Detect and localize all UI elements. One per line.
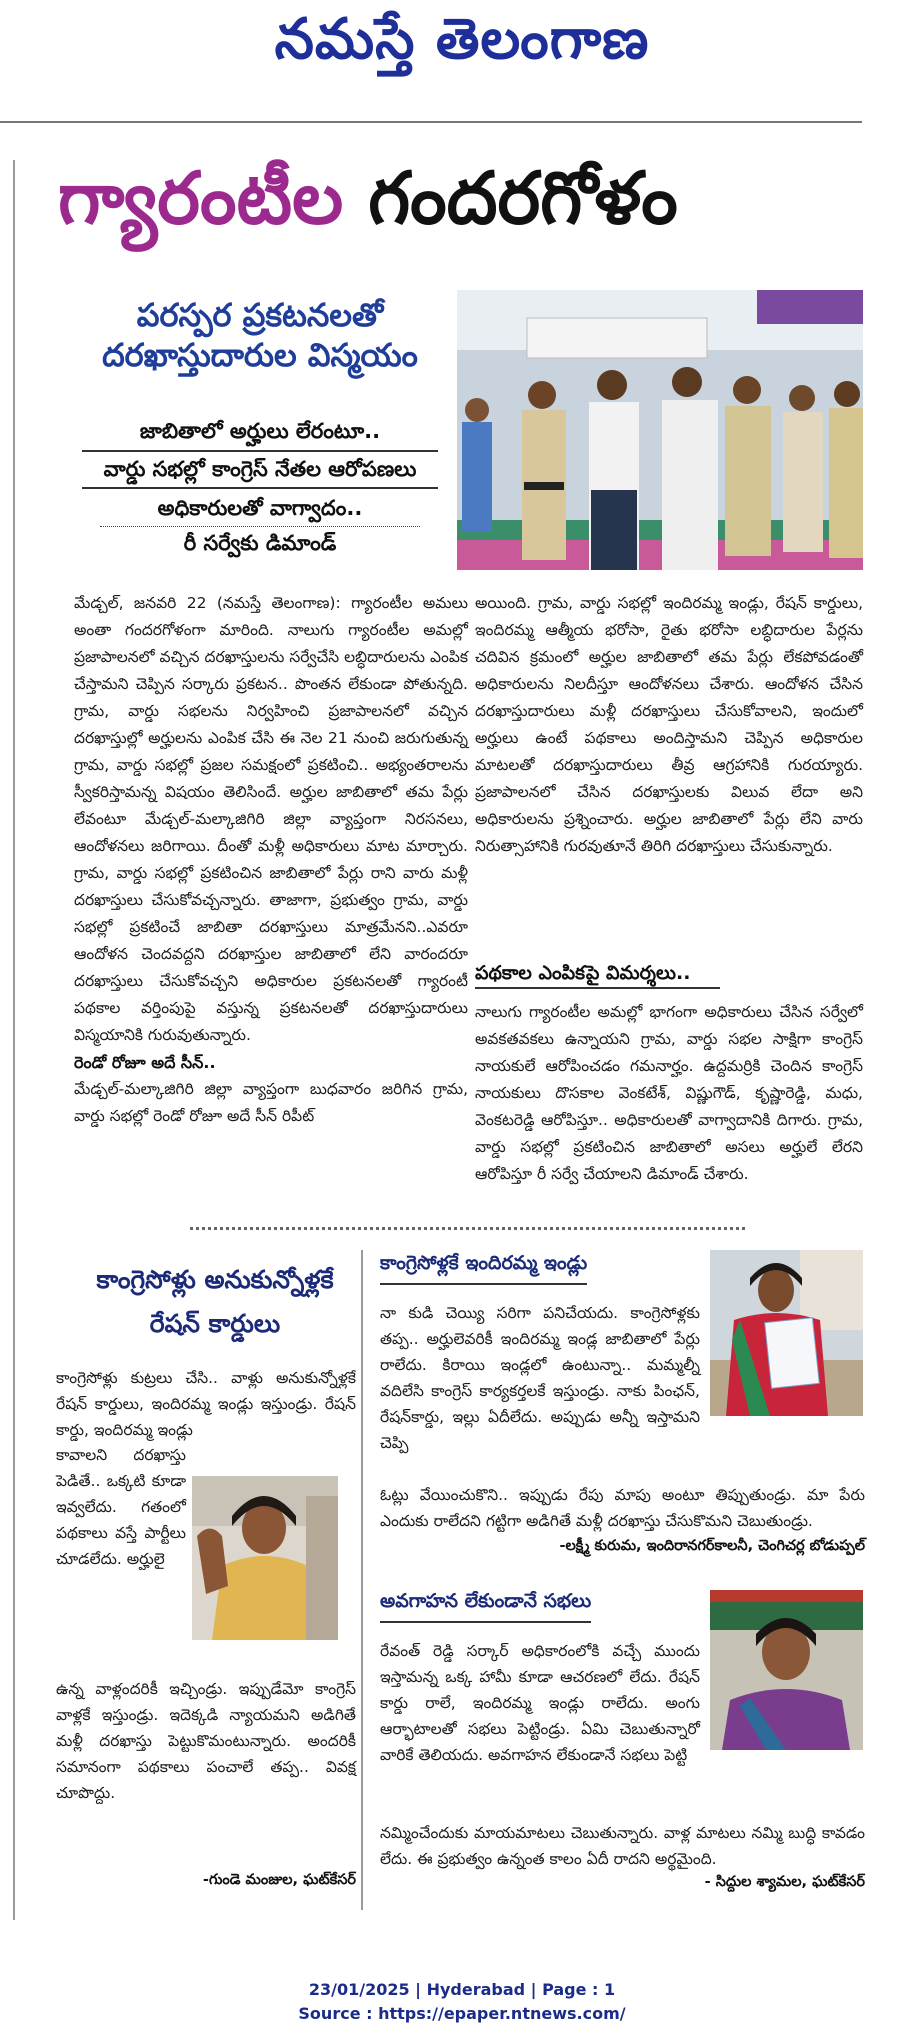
left-box-head2: రేషన్‌ కార్డులు — [149, 1308, 281, 1338]
officials-with-applicants-photo — [457, 290, 863, 570]
headline-part1: గ్యారంటీల — [58, 156, 344, 240]
deck-line2: వార్డు సభల్లో కాంగ్రెస్‌ నేతల ఆరోపణలు — [82, 452, 438, 490]
masthead-title: నమస్తే తెలంగాణ — [274, 6, 650, 72]
subheadline-line1: పరస్పర ప్రకటనలతో — [136, 296, 384, 334]
woman-waving-photo — [192, 1476, 338, 1640]
left-box-head1: కాంగ్రెసోళ్లు అనుకున్నోళ్లకే — [96, 1265, 334, 1294]
deck-line3: అధికారులతో వాగ్వాదం.. — [100, 492, 420, 527]
deck-line1: జాబితాలో అర్హులు లేరంటూ.. — [82, 414, 438, 452]
deck-block-2 — [70, 492, 450, 560]
deck-block-1 — [70, 414, 450, 489]
article-col1-subhead: రెండో రోజూ అదే సీన్‌.. — [74, 1053, 216, 1072]
article-col1-text: మేడ్చల్‌, జనవరి 22 (నమస్తే తెలంగాణ): గ్యారంటీల అమలు అంతా గందరగోళంగా మారింది. నాలుగు గ్యారంటీల అమల్లో ప్రజాపాలనలో వచ్చిన దరఖాస్తులను సర్వేచేసి లబ్ధిదారులను ఎంపిక చేస్తామని చెప్పిన సర్కారు ప్రకటన.. పొంతన లేకుండా పోతున్నది. గ్రామ, వార్డు సభలను నిర్వహించి ప్రజాపాలనలో వచ్చిన దరఖాస్తుల్లో అర్హులను ఎంపిక చేసి ఈ నెల 21 నుంచి జరుగుతున్న గ్రామ, వార్డు సభల్లో ప్రజల సమక్షంలో ప్రకటించి.. అభ్యంతరాలను స్వీకరిస్తామన్న విషయం తెలిసిందే. అర్హుల జాబితాలో తమ పేర్లు లేవంటూ మేడ్చల్‌-మల్కాజిగిరి జిల్లా వ్యాప్తంగా నిరసనలు, ఆందోళనలు జరిగాయి. దీంతో మళ్లీ అధికారులు మాట మార్చారు. గ్రామ, వార్డు సభల్లో ప్రకటించిన జాబితాలో పేర్లు రాని వారు మళ్లీ దరఖాస్తులు చేసుకోవచ్చన్నారు. తాజాగా, ప్రభుత్వం గ్రామ, వార్డు సభల్లో ప్రకటించే జాబితా దరఖాస్తులు మాత్రమేనని..ఎవరూ ఆందోళన చెందవద్దని దరఖాస్తుల జాబితాలో లేని వారందరూ దరఖాస్తులు చేసుకోవచ్చని అధికారుల ప్రకటనలతో గ్యారంటీ పథకాల వర్తింపుపై వస్తున్న ప్రకటనలతో దరఖాస్తుదారులు విస్మయానికి గురువుతున్నారు. — [74, 594, 468, 1044]
masthead-divider — [0, 121, 862, 123]
box-divider — [361, 1250, 363, 1910]
headline-part2: గందరగోళం — [368, 156, 678, 240]
right-bottom-box-signature: - సిద్దుల శ్యామల, ఘట్‌కేసర్‌ — [704, 1874, 865, 1890]
right-top-box-text-wide: ఓట్లు వేయించుకొని.. ఇప్పుడు రేపు మాపు అంటూ తిప్పుతుండ్రు. మా పేరు ఎందుకు రాలేదని గట్టిగా అడిగితే మళ్లీ దరఖాస్తు చేసుకొమని చెబుతుండ్రు. — [380, 1486, 865, 1530]
right-bottom-box-text-wide: నమ్మించేందుకు మాయమాటలు చెబుతున్నారు. వాళ్ల మాటలు నమ్మి బుద్ధి కావడం లేదు. ఈ ప్రభుత్వం ఉన్నంత కాలం ఏదీ రాదని అర్థమైంది. — [380, 1824, 865, 1868]
headline — [58, 156, 858, 240]
right-top-box-heading: కాంగ్రెసోళ్లకే ఇందిరమ్మ ఇండ్లు — [380, 1252, 587, 1285]
article-col1-tail: మేడ్చల్‌-మల్కాజిగిరి జిల్లా వ్యాప్తంగా బుధవారం జరిగిన గ్రామ, వార్డు సభల్లో రెండో రోజూ అదే సీన్‌ రిపీట్‌ — [74, 1080, 468, 1125]
left-column-rule — [13, 160, 15, 1920]
left-box-heading — [50, 1258, 380, 1346]
subheadline — [70, 295, 450, 375]
footer — [0, 1978, 924, 2026]
footer-source-line: Source : https://epaper.ntnews.com/ — [298, 2004, 626, 2023]
subheadline-line2: దరఖాస్తుదారుల విస్మయం — [102, 336, 418, 374]
article-col2-tail: నాలుగు గ్యారంటీల అమల్లో భాగంగా అధికారులు చేసిన సర్వేలో అవకతవకలు ఉన్నాయని గ్రామ, వార్డు సభల సాక్షిగా కాంగ్రెస్‌ నాయకులే ఆరోపించడం గమనార్హం. ఉద్దమర్రికి చెందిన కాంగ్రెస్‌ నాయకులు దొసకాల వెంకటేశ్‌, విష్ణుగౌడ్‌, కృష్ణారెడ్డి, మధు, వెంకటరెడ్డి ఆరోపిస్తూ.. అధికారులతో వాగ్వాదానికి దిగారు. గ్రామ, వార్డు సభల్లో ప్రకటించిన జాబితాలో అసలు అర్హులే లేరని ఆరోపిస్తూ రీ సర్వే చేయాలని డిమాండ్‌ చేశారు. — [475, 1003, 863, 1183]
woman-holding-document-photo — [710, 1250, 863, 1416]
left-box-text-side: కావాలని దరఖాస్తు పెడితే.. ఒక్కటి కూడా ఇవ్వలేదు. గతంలో పథకాలు వస్తే పార్టీలు చూడలేదు. అర్హులై — [56, 1446, 186, 1568]
right-top-box-text-narrow: నా కుడి చెయ్యి సరిగా పనిచేయదు. కాంగ్రెసోళ్లకు తప్ప.. అర్హులెవరికీ ఇందిరమ్మ ఇండ్ల జాబితాలో పేర్లు రాలేదు. కిరాయి ఇండ్లలో ఉంటున్నా.. మమ్మల్నీ వదిలేసి కాంగ్రెస్‌ కార్యకర్తలకే ఇస్తుండ్రు. నాకు పింఛన్‌, రేషన్‌కార్డు, ఇల్లు ఏదీలేదు. అప్పుడు అన్నీ ఇస్తామని చెప్పి — [380, 1304, 700, 1452]
left-box-text-top: కాంగ్రెసోళ్లు కుట్రలు చేసి.. వాళ్లు అనుకున్నోళ్లకే రేషన్‌ కార్డులు, ఇందిరమ్మ ఇండ్లు ఇస్తుండ్రు. రేషన్‌ కార్డు, ఇందిరమ్మ ఇండ్లు — [56, 1369, 356, 1439]
footer-date-line: 23/01/2025 | Hyderabad | Page : 1 — [308, 1980, 616, 1999]
woman-portrait-photo — [710, 1590, 863, 1750]
article-column-2 — [475, 590, 863, 860]
deck-line4: రీ సర్వేకు డిమాండ్‌ — [183, 530, 337, 555]
right-bottom-box-text-narrow: రేవంత్‌ రెడ్డి సర్కార్‌ అధికారంలోకి వచ్చే ముందు ఇస్తామన్న ఒక్క హామీ కూడా ఆచరణలో లేదు. రేషన్‌ కార్డు రాలే, ఇందిరమ్మ ఇండ్లు రాలేదు. అంగు ఆర్భాటాలతో సభలు పెట్టిండ్రు. ఏమి చెబుతున్నారో వారికే తెలియదు. అవగాహన లేకుండానే సభలు పెట్టి — [380, 1642, 700, 1764]
right-top-box-signature: -లక్ష్మీ కురుమ, ఇందిరానగర్‌కాలనీ, చెంగిచర్ల బోడుప్పల్‌ — [559, 1538, 865, 1554]
left-box-signature: -గుండె మంజుల, ఘట్‌కేసర్‌ — [202, 1872, 356, 1888]
article-column-2-lower — [475, 960, 863, 1188]
article-col2-text: అయింది. గ్రామ, వార్డు సభల్లో ఇందిరమ్మ ఇండ్లు, రేషన్‌ కార్డులు, ఇందిరమ్మ ఆత్మీయ భరోసా, రైతు భరోసా లబ్ధిదారుల పేర్లను చదివిన క్రమంలో అర్హుల జాబితాలో తమ పేర్లు లేకపోవడంతో అధికారులను నిలదీస్తూ ఆందోళనలు చేశారు. ఆందోళన చేసిన దరఖాస్తుదారులు మళ్లీ దరఖాస్తులు చేసుకోవాలని, ఇందులో అర్హులు ఉంటే పథకాలు అందిస్తామని చెప్పిన అధికారుల మాటలతో దరఖాస్తుదారులు తీవ్ర ఆగ్రహానికి గురయ్యారు. ప్రజాపాలనలో చేసిన దరఖాస్తులకు విలువ లేదా అని అధికారులను ప్రశ్నించారు. అర్హుల జాబితాలో పేర్లు లేని వారు నిరుత్సాహానికి గురవుతూనే తిరిగి దరఖాస్తులు చేసుకున్నారు. — [475, 594, 863, 855]
article-col2-subhead: పథకాల ఎంపికపై విమర్శలు.. — [475, 960, 720, 989]
left-box-text-bottom: ఉన్న వాళ్లందరికీ ఇచ్చిండ్రు. ఇప్పుడేమో కాంగ్రెస్‌ వాళ్లకే ఇస్తుండ్రు. ఇదెక్కడి న్యాయమని అడిగితే మళ్లీ దరఖాస్తు పెట్టుకొమంటున్నారు. అందరికీ సమానంగా పథకాలు పంచాలే తప్ప.. వివక్ష చూపొద్దు. — [56, 1680, 356, 1802]
section-divider — [190, 1227, 745, 1230]
article-column-1 — [74, 590, 468, 1130]
right-bottom-box-heading: అవగాహన లేకుండానే సభలు — [380, 1590, 591, 1623]
